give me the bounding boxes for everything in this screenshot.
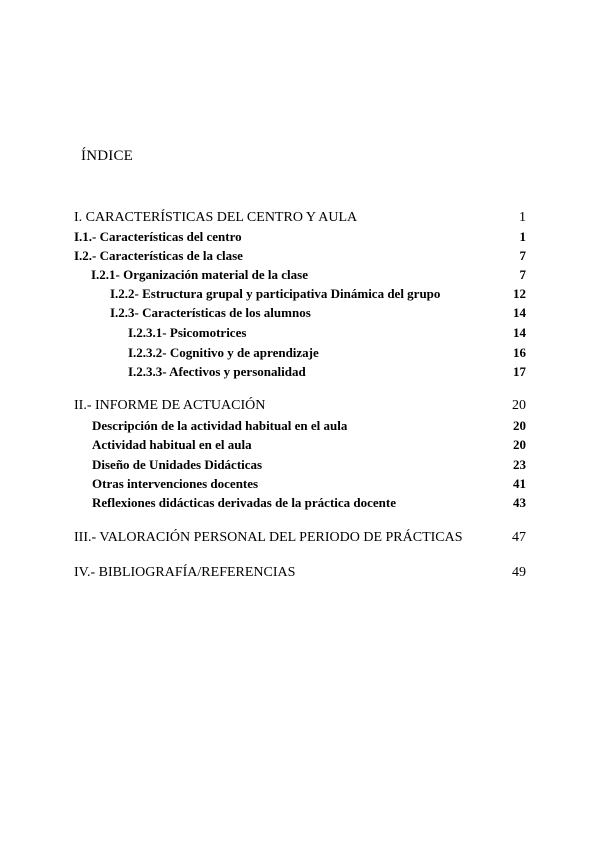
page-title: ÍNDICE [81,148,134,164]
toc-entry-1-2-3-2[interactable] [0,344,600,362]
toc-entry-label: I.2.- Características de la clase [74,248,243,263]
toc-entry-1-2-3[interactable] [0,304,600,322]
toc-entry-label: I.2.3.1- Psicomotrices [128,325,247,340]
toc-entry-1-1[interactable] [0,228,600,246]
toc-entry-page: 1 [519,210,526,225]
toc-entry-page: 49 [512,565,526,580]
toc-entry-section-4[interactable] [0,564,600,582]
toc-entry-1-2-2[interactable] [0,285,600,303]
toc-entry-label: IV.- BIBLIOGRAFÍA/REFERENCIAS [74,565,296,580]
toc-entry-label: II.- INFORME DE ACTUACIÓN [74,398,266,413]
toc-entry-2-4[interactable] [0,475,600,493]
toc-entry-label: I.2.1- Organización material de la clase [91,267,308,282]
toc-entry-page: 41 [513,476,526,491]
toc-entry-page: 20 [512,398,526,413]
toc-entry-page: 47 [512,530,526,545]
toc-entry-label: Actividad habitual en el aula [92,437,252,452]
toc-entry-page: 17 [513,364,526,379]
toc-entry-page: 14 [513,325,526,340]
toc-entry-label: Diseño de Unidades Didácticas [92,457,263,472]
toc-entry-section-3[interactable] [0,529,600,547]
toc-entry-label: III.- VALORACIÓN PERSONAL DEL PERIODO DE PRÁCTICAS [74,530,463,545]
toc-entry-2-5[interactable] [0,494,600,512]
toc-entry-1-2-1[interactable] [0,266,600,284]
toc-entry-label: Descripción de la actividad habitual en el aula [92,418,348,433]
toc-entry-label: I.1.- Características del centro [74,229,242,244]
toc-entry-page: 1 [519,229,526,244]
toc-entry-page: 16 [513,345,526,360]
toc-entry-label: Reflexiones didácticas derivadas de la práctica docente [92,495,397,510]
toc-entry-label: I.2.3- Características de los alumnos [110,305,311,320]
toc-entry-1-2-3-1[interactable] [0,324,600,342]
toc-entry-label: Otras intervenciones docentes [92,476,259,491]
toc-entry-section-1[interactable] [0,209,600,227]
toc-entry-2-1[interactable] [0,417,600,435]
toc-entry-label: I.2.3.3- Afectivos y personalidad [128,364,306,379]
toc-entry-2-3[interactable] [0,456,600,474]
toc-entry-1-2-3-3[interactable] [0,363,600,381]
toc-entry-label: I. CARACTERÍSTICAS DEL CENTRO Y AULA [74,210,358,225]
toc-entry-page: 7 [519,267,526,282]
toc-entry-page: 12 [513,286,526,301]
toc-entry-page: 14 [513,305,526,320]
toc-entry-page: 23 [513,457,526,472]
toc-entry-label: I.2.3.2- Cognitivo y de aprendizaje [128,345,319,360]
toc-entry-2-2[interactable] [0,436,600,454]
toc-entry-1-2[interactable] [0,247,600,265]
toc-entry-label: I.2.2- Estructura grupal y participativa Dinámica del grupo [110,286,441,301]
toc-entry-page: 7 [519,248,526,263]
toc-entry-page: 43 [513,495,526,510]
toc-entry-page: 20 [513,437,526,452]
toc-entry-page: 20 [513,418,526,433]
toc-entry-section-2[interactable] [0,397,600,415]
